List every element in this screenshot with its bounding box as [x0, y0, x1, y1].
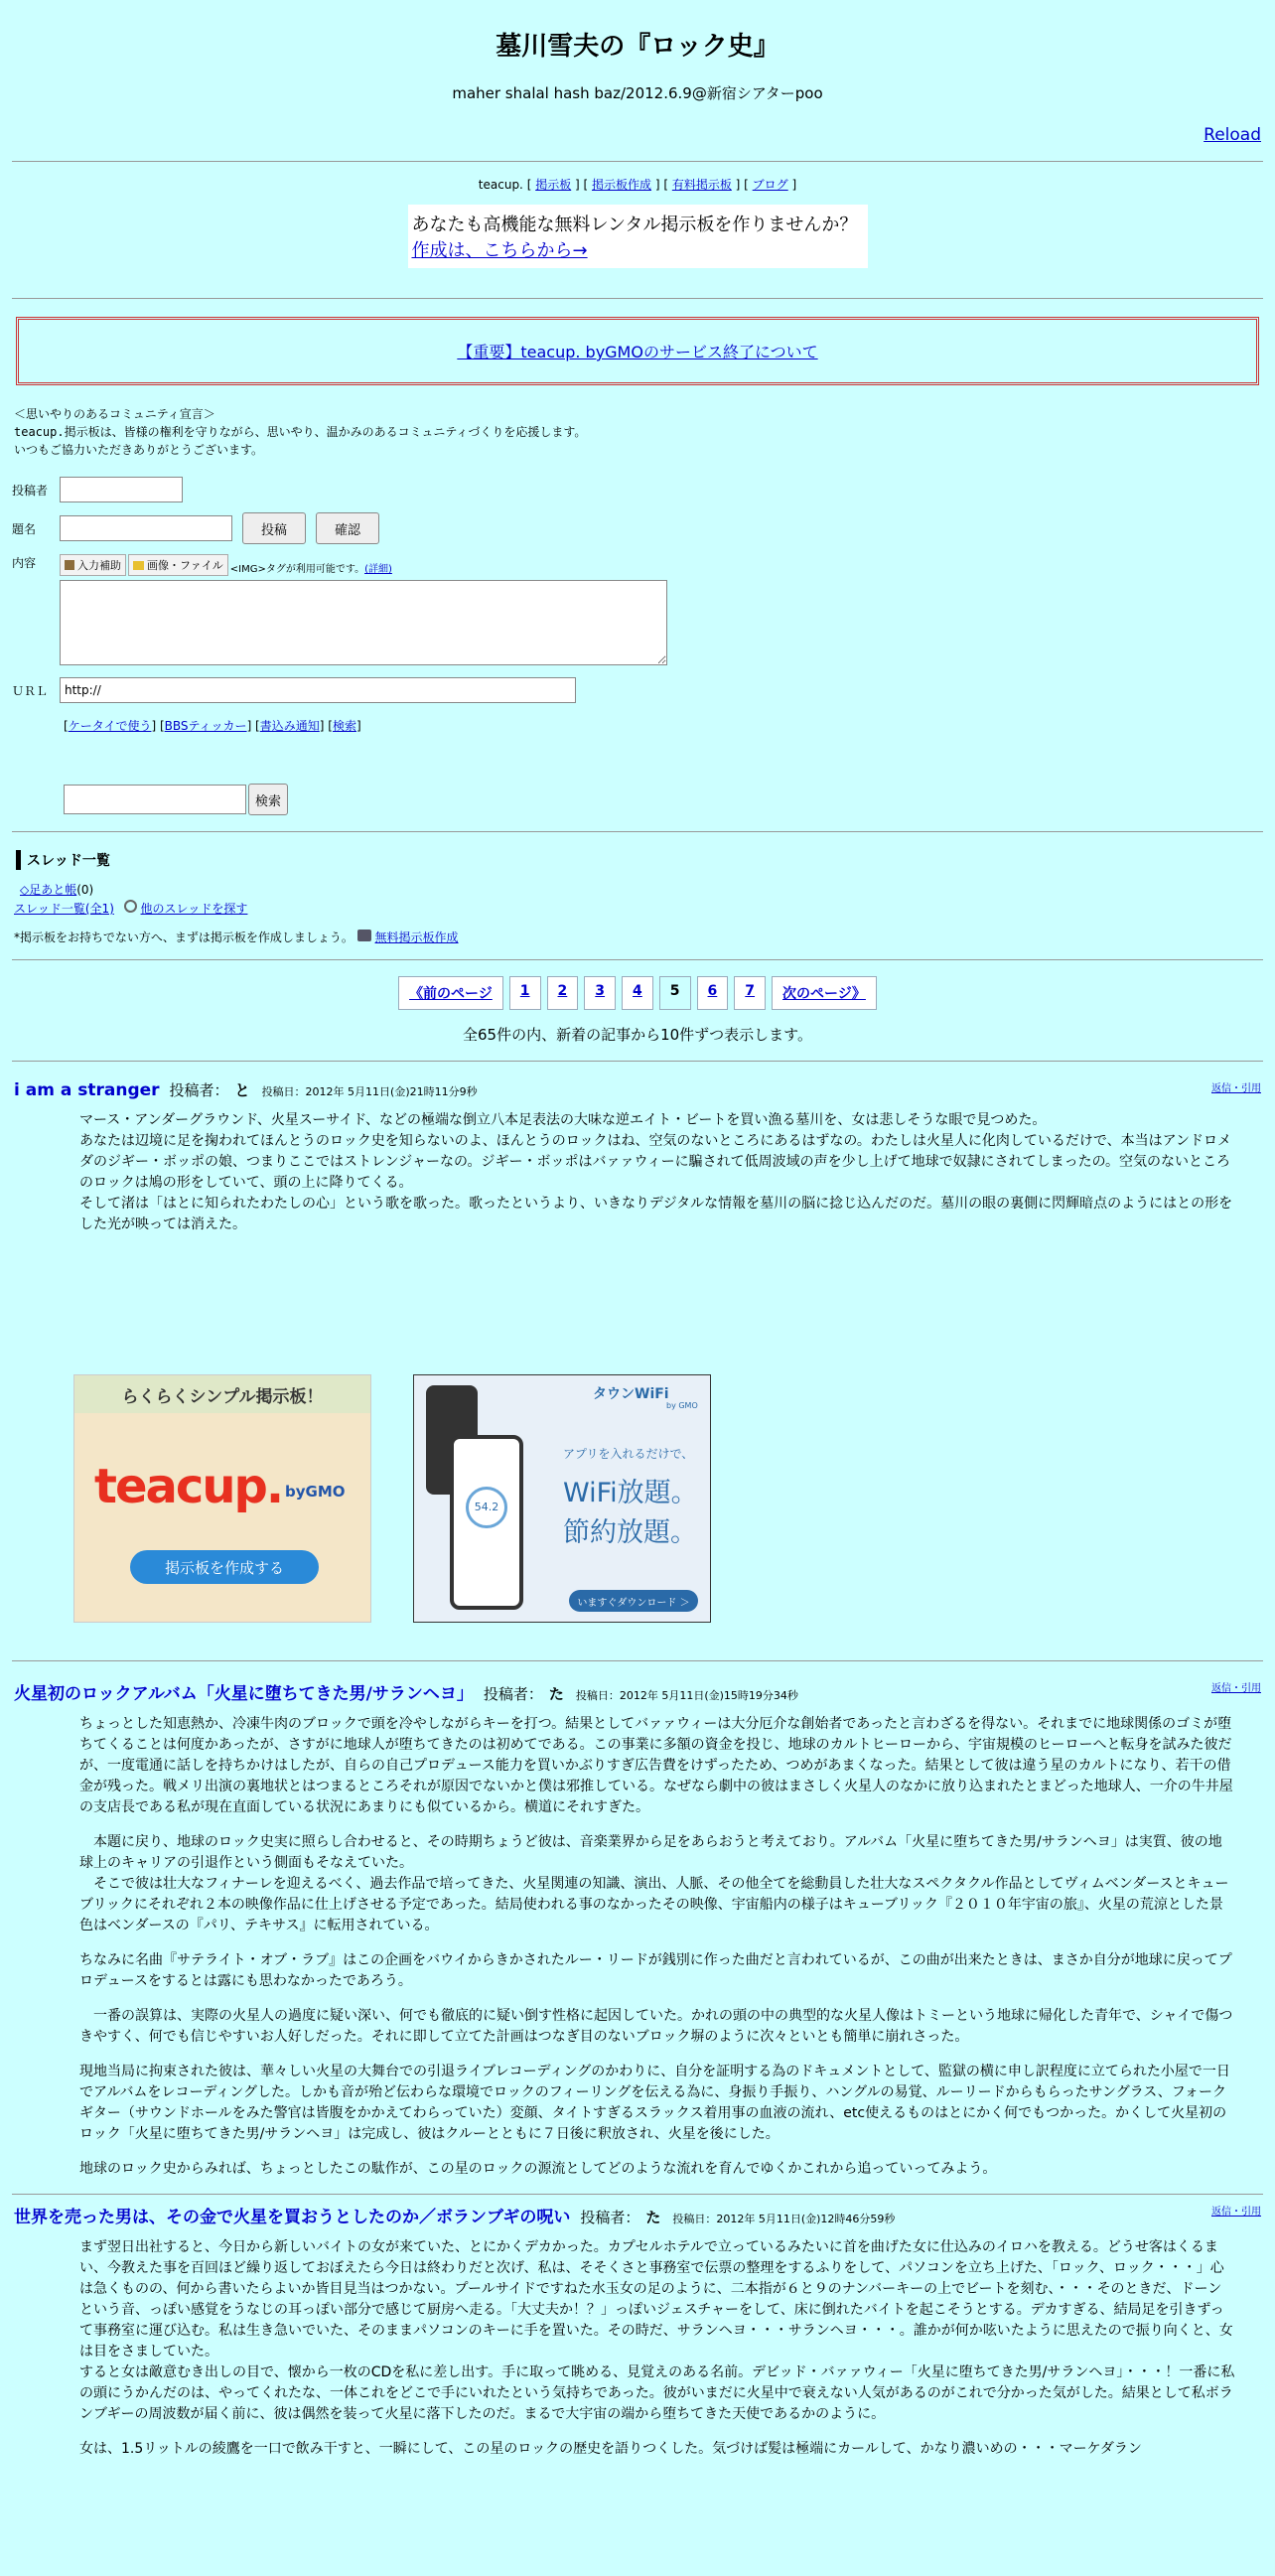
teacup-banner[interactable] [73, 1374, 371, 1623]
pager-summary: 全65件の内、新着の記事から10件ずつ表示します。 [463, 1026, 812, 1044]
img-tag-note: <IMG>タグが利用可能です。 [229, 564, 365, 575]
declaration-brand: teacup. [14, 425, 65, 439]
post-author-label: 投稿者： [580, 2209, 640, 2226]
divider [12, 2194, 1263, 2195]
form-links: [ケータイで使う] [BBSティッカー] [書込み通知] [検索] [64, 719, 361, 733]
post-body [79, 1714, 1235, 2180]
image-file-button[interactable] [128, 554, 228, 576]
post-date: 投稿日：2012年 5月11日(金)12時46分59秒 [672, 2213, 896, 2225]
post-body [79, 2237, 1235, 2460]
mobile-link[interactable]: ケータイで使う [68, 719, 152, 733]
thread-list [20, 880, 1255, 900]
thread-links [14, 900, 1261, 917]
reply-quote-link[interactable]: 返信・引用 [1211, 2207, 1261, 2218]
speed-dial-icon: 54.2 [466, 1487, 507, 1528]
page-subtitle: maher shalal hash baz/2012.6.9@新宿シアターpoo [452, 84, 823, 102]
author-label: 投稿者 [12, 483, 49, 498]
page-1-button[interactable]: 1 [509, 976, 541, 1010]
post-notify-link[interactable]: 書込み通知 [259, 719, 320, 733]
page-7-button[interactable]: 7 [734, 976, 766, 1010]
page-5-current: 5 [659, 976, 691, 1010]
all-threads-link[interactable]: スレッド一覧(全1) [14, 902, 114, 916]
input-assist-button[interactable] [60, 554, 126, 576]
reload-link[interactable]: Reload [1204, 125, 1261, 145]
magnifier-icon [124, 900, 137, 913]
body-label: 内容 [12, 556, 37, 570]
other-threads-link[interactable]: 他のスレッドを探す [140, 902, 248, 916]
ad-banners [73, 1374, 1275, 1623]
download-button[interactable]: いますぐダウンロード ＞ [569, 1590, 698, 1612]
input-assist-icon [65, 560, 74, 570]
post [14, 1079, 1261, 1235]
post-paragraph: 本題に戻り、地球のロック史実に照らし合わせると、その時期ちょうど彼は、音楽業界から足をあらおうと考えており。アルバム「火星に堕ちてきた男/サランヘヨ」は実質、彼の地球上のキャリアの引退作という側面もそなえていた。 そこで彼は壮大なフィナーレを迎えるべく、過去作品で培ってきた、火星関連の知識、演出、人脈、その他全てを総動員した壮大なスペクタクル作品としてヴィムベンダースとキューブリックにそれぞれ２本の映像作品に仕上げさせる予定であった。結局使われる事のなかったその映像、宇宙船内の様子はキューブリック『２０１０年宇宙の旅』、火星の荒涼とした景色はベンダースの『パリ、テキサス』に転用されている。 [79, 1834, 1229, 1933]
pager [0, 976, 1275, 1010]
teacup-prefix: teacup. [478, 178, 523, 192]
page-3-button[interactable]: 3 [584, 976, 616, 1010]
post-title: 世界を売った男は、その金で火星を買おうとしたのか／ボランブギの呪い [14, 2208, 571, 2227]
thread-item-footprints[interactable]: ◇足あと帳 [20, 883, 77, 897]
page-4-button[interactable]: 4 [622, 976, 653, 1010]
post-author-label: 投稿者： [483, 1685, 543, 1703]
declaration-text: 掲示板は、皆様の権利を守りながら、思いやり、温かみのあるコミュニティづくりを応援します。 [64, 425, 587, 439]
search-input[interactable] [64, 785, 246, 814]
submit-button[interactable]: 投稿 [242, 512, 306, 544]
bbs-ticker-link[interactable]: BBSティッカー [164, 719, 247, 733]
teacup-logo-text: teacup. [94, 1459, 283, 1514]
post-paragraph: 女は、1.5リットルの綾鷹を一口で飲み干すと、一瞬にして、この星のロックの歴史を語りつくした。気づけば髪は極端にカールして、かなり濃いめの・・・マーケダラン [79, 2441, 1142, 2457]
post-title: i am a stranger [14, 1080, 160, 1100]
post-title: 火星初のロックアルバム「火星に堕ちてきた男/サランヘヨ」 [14, 1684, 474, 1704]
reply-quote-link[interactable]: 返信・引用 [1211, 1083, 1261, 1094]
post-author: と [234, 1081, 250, 1099]
post-author: た [548, 1685, 564, 1703]
prev-page-button[interactable]: 《前のページ [398, 976, 503, 1010]
search-link[interactable]: 検索 [332, 719, 356, 733]
post-paragraph: ちなみに名曲『サテライト・オブ・ラブ』はこの企画をバウイからきかされたルー・リードが銭別に作った曲だと言われているが、この曲が出来たときは、まさか自分が地球に戻ってプロデュースをするとは露にも思わなかったであろう。 [79, 1952, 1232, 1989]
divider [12, 831, 1263, 832]
detail-link[interactable]: (詳細) [364, 564, 392, 575]
thread-item-count: (0) [76, 883, 94, 897]
body-textarea[interactable] [60, 580, 667, 665]
url-label: ＵＲＬ [12, 683, 49, 698]
declaration-body [14, 423, 1261, 441]
post-paragraph: 地球のロック史からみれば、ちょっとしたこの駄作が、この星のロックの源流としてどのような流れを育んでゆくかこれから追っていってみよう。 [79, 2161, 997, 2177]
create-note [14, 929, 1261, 945]
url-input[interactable] [60, 677, 576, 703]
service-end-link[interactable]: 【重要】teacup. byGMOのサービス終了について [457, 343, 818, 361]
divider [12, 1660, 1263, 1661]
townwifi-banner[interactable] [413, 1374, 711, 1623]
nav-bbs-link[interactable]: 掲示板 [535, 178, 572, 192]
reload-row [0, 125, 1261, 145]
ad-create-link[interactable]: 作成は、こちらから→ [411, 240, 588, 261]
post-date: 投稿日：2012年 5月11日(金)21時11分9秒 [261, 1085, 478, 1098]
nav-blog-link[interactable]: ブログ [752, 178, 788, 192]
banner2-line1: アプリを入れるだけで、 [563, 1447, 694, 1461]
post-author-label: 投稿者： [169, 1081, 229, 1099]
image-file-label: 画像・ファイル [147, 559, 223, 572]
divider [12, 298, 1263, 299]
ad-question: あなたも高機能な無料レンタル掲示板を作りませんか？ [411, 215, 858, 235]
post-form [12, 477, 1263, 815]
nav-paid-link[interactable]: 有料掲示板 [671, 178, 732, 192]
page-6-button[interactable]: 6 [697, 976, 729, 1010]
divider [12, 161, 1263, 162]
nav-create-link[interactable]: 掲示板作成 [592, 178, 652, 192]
teacup-nav: teacup. [ 掲示板 ] [ 掲示板作成 ] [ 有料掲示板 ] [ ブログ ] [478, 178, 797, 192]
create-bbs-ad [408, 205, 868, 268]
post-paragraph: マース・アンダーグラウンド、火星スーサイド、などの極端な倒立八本足表法の大味な逆エイト・ビートを買い漁る墓川を、女は悲しそうな眼で見つめた。 あなたは辺境に足を掬われてほんとうのロック史を知らないのよ、ほんとうのロックはね、空気のないところにあるはずなの。わたしは火星人に化肉しているだけで、本当はアンドロメダのジギー・ボッポの娘、つまりここではストレンジャーなの。ジギー・ボッポはバァァウィーに騙されて低周波域の声を少し上げて地球で奴隷にされてしまったの。空気のないところのロックは鳩の形をしていて、頭の上に降りてくる。 そして渚は「はとに知られたわたしの心」という歌を歌った。歌ったというより、いきなりデジタルな情報を墓川の脳に捻じ込んだのだ。墓川の眼の裏側に閃輝暗点のようにはとの形をした光が映っては消えた。 [79, 1112, 1233, 1232]
subject-input[interactable] [60, 515, 232, 541]
page-2-button[interactable]: 2 [547, 976, 579, 1010]
search-row [64, 784, 1263, 815]
next-page-button[interactable]: 次のページ》 [772, 976, 877, 1010]
post-date: 投稿日：2012年 5月11日(金)15時19分34秒 [575, 1689, 798, 1702]
create-note-text: *掲示板をお持ちでない方へ、まずは掲示板を作成しましょう。 [14, 930, 354, 944]
post-paragraph: ちょっとした知恵熱か、冷凍牛肉のブロックで頭を冷やしながらキーを打つ。結果としてバァァウィーは大分厄介な創始者であったと言わざるを得ない。それまでに地球関係のゴミが堕ちてくることは何度かあったが、さすがに地球人が堕ちてきたのは初めてである。この事業に多額の資金を投じ、地球のカルトヒーローから、宇宙規模のヒーローへと転身を試みた彼だが、一度電通に話しを持ちかけはしたが、自らの自己プロデュース能力を買いかぶりすぎ広告費をけずったため、つめがあまくなった。結果として彼は違う星のカルトになり、若干の借金が残った。戦メリ出演の裏地状とはつまるところそれが原因でないかと僕は邪推している。なぜなら劇中の彼はまさしく火星人のなかに放り込まれたとまどった地球人、一介の牛井屋の支店長である私が現在直面している状況にあまりにも似ているから。横道にそれすぎた。 [79, 1716, 1233, 1815]
banner1-by: byGMO [285, 1483, 346, 1501]
townwifi-brand: タウンWiFi [593, 1386, 669, 1402]
post-paragraph: 現地当局に拘束された彼は、華々しい火星の大舞台での引退ライブレコーディングのかわりに、自分を証明する為のドキュメントとして、監獄の横に申し訳程度に立てられた小屋で一日でアルバムをレコーディングした。しかも音が殆ど伝わらな環境でロックのフィーリングを伝える為に、身振り手振り、ハングルの易覚、ルーリードからもらったサングラス、フォークギター（サウンドホールをみた警官は皆腹をかかえてわらっていた）変顔、タイトすぎるスラックス着用事の血液の流れ、etc使えるものはとにかく何でもつかった。かくして火星初のロック「火星に堕ちてきた男/サランヘヨ」は完成し、彼はクルーとともに７日後に釈放され、火星を後にした。 [79, 2064, 1230, 2142]
post [14, 1679, 1261, 2180]
confirm-button[interactable]: 確認 [316, 512, 379, 544]
subject-label: 題名 [12, 521, 37, 536]
search-button[interactable]: 検索 [248, 784, 288, 815]
divider [12, 1061, 1263, 1062]
post-body [79, 1110, 1235, 1235]
phone-icon [450, 1435, 523, 1610]
banner1-headline: らくらくシンプル掲示板！ [74, 1375, 370, 1413]
page-title: 墓川雪夫の『ロック史』 [496, 32, 779, 62]
divider [12, 959, 1263, 960]
service-end-notice [16, 317, 1259, 385]
post-author: た [645, 2209, 661, 2226]
banner2-line3: 節約放題。 [563, 1517, 697, 1548]
banner1-create-button[interactable]: 掲示板を作成する [130, 1550, 319, 1584]
post [14, 2203, 1261, 2460]
post-paragraph: 一番の誤算は、実際の火星人の過度に疑い深い、何でも徹底的に疑い倒す性格に起因していた。かれの頭の中の典型的な火星人像はトミーという地球に帰化した青年で、シャイで傷つきやすく、何でも信じやすいお人好しだった。それに即して立てた計画はつなぎ目のないブロック塀のように次々といとも簡単に崩れさった。 [79, 2008, 1233, 2045]
author-input[interactable] [60, 477, 183, 502]
declaration-thanks: いつもご協力いただきありがとうございます。 [14, 443, 264, 457]
post-paragraph: まず翌日出社すると、今日から新しいバイトの女が来ていた、とにかくデカかった。カプセルホテルで立っているみたいに首を曲げた女に仕込みのイロハを教える。どうせ客はくるまい、今教えた事を百回ほど繰り返しておぼえたら今日は終わりだと次げ、私は、そそくさと事務室で伝票の整理をするふりをして、パソコンを立ち上げた、「ロック、ロック・・・」心は急くものの、何から書いたらよいか皆目見当はつかない。プールサイドですねた水玉女の足のように、二本指が６と９のナンバーキーの上でビートを刻む、・・・そのときだ、ドーンという音、っぽい感覚をうなじの耳っぽい部分で感じて厨房へ走る。「大丈夫か！？」っぽいジェスチャーをして、床に倒れたバイトを起こそうとする。デカすぎる、結局足を引きずって事務室に運び込む。私は生き急いでいた、そのままパソコンのキーに手を置いた。その時だ、サランヘヨ・・・サランヘヨ・・・。誰かが何か呟いたように思えたので振り向くと、女は目をさましていた。 すると女は敵意むき出しの目で、懐から一枚のCDを私に差し出す。手に取って眺める、見覚えのある名前。デビッド・バァァウィー「火星に堕ちてきた男/サランヘヨ」・・・！一番に私の頭にうかんだのは、やってくれたな、一体これをどこで手にいれたという気持ちであった。彼がいまだに火星中で衰えない人気があるのがこれで分かった気がした。結果として私ボランブギーの周波数が届く前に、彼は偶然を装って火星に落下したのだ。まるで大宇宙の端から堕ちてきた天使であるかのように。 [79, 2239, 1235, 2422]
free-bbs-create-link[interactable]: 無料掲示板作成 [374, 930, 459, 944]
folder-icon [133, 561, 144, 570]
thread-list-heading: スレッド一覧 [16, 850, 1259, 870]
reply-quote-link[interactable]: 返信・引用 [1211, 1683, 1261, 1694]
declaration-heading: ＜思いやりのあるコミュニティ宣言＞ [14, 407, 215, 421]
townwifi-by: by GMO [666, 1401, 698, 1410]
community-declaration [14, 405, 1261, 459]
banner2-line2: WiFi放題。 [563, 1478, 698, 1508]
input-assist-label: 入力補助 [77, 559, 121, 572]
bbs-create-icon [357, 930, 371, 941]
